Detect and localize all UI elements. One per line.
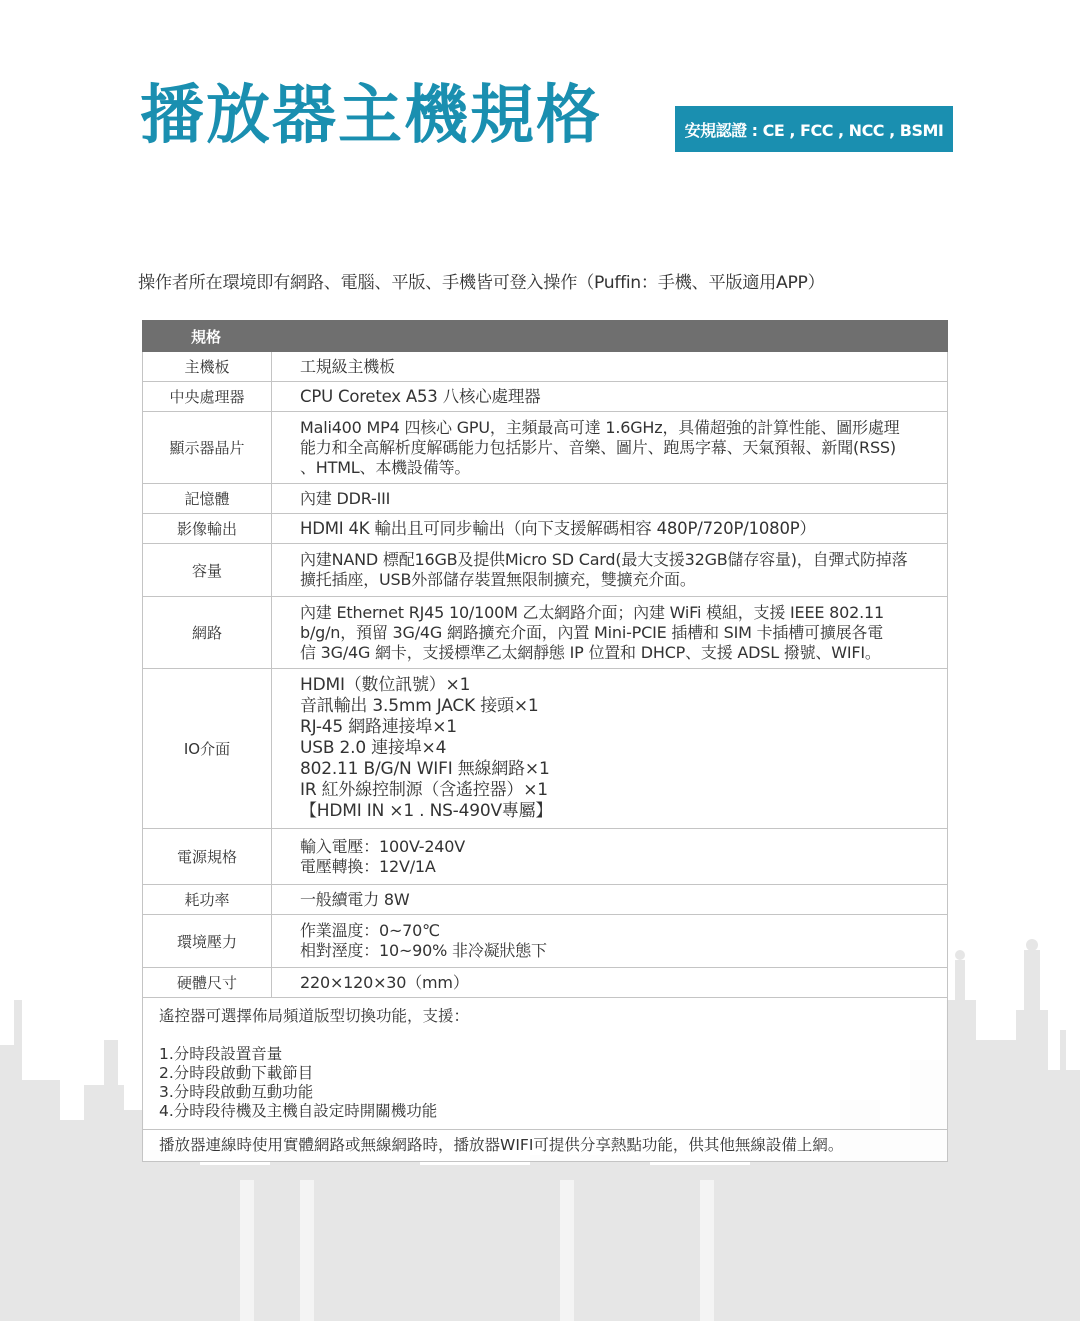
spec-value-line: 、HTML、本機設備等。	[300, 457, 471, 477]
spec-value	[272, 544, 948, 597]
spec-value	[272, 412, 948, 484]
spec-value-line: 內建NAND 標配16GB及提供Micro SD Card(最大支援32GB儲存容量)，自彈式防掉落	[300, 550, 908, 569]
spec-value-line: 220×120×30（mm）	[300, 972, 469, 992]
spec-value-line: CPU Coretex A53 八核心處理器	[300, 386, 541, 406]
spec-value-line: 相對溼度：10~90% 非冷凝狀態下	[300, 941, 547, 960]
spec-table-header: 規格	[143, 321, 948, 352]
spec-value	[272, 514, 948, 544]
remote-note-item: 1.分時段設置音量	[159, 1044, 283, 1063]
spec-value-line: IR 紅外線控制源（含遙控器）×1	[300, 780, 548, 800]
spec-label: 記憶體	[143, 484, 272, 514]
remote-note-item: 4.分時段待機及主機自設定時開關機功能	[159, 1101, 438, 1120]
spec-label: 中央處理器	[143, 382, 272, 412]
spec-value-line: 擴托插座，USB外部儲存裝置無限制擴充，雙擴充介面。	[300, 570, 696, 589]
spec-value-line: 能力和全高解析度解碼能力包括影片、音樂、圖片、跑馬字幕、天氣預報、新聞(RSS)	[300, 437, 896, 457]
table-row	[143, 597, 948, 669]
table-row	[143, 669, 948, 829]
spec-value	[272, 669, 948, 829]
page-title: 播放器主機規格	[140, 79, 602, 153]
spec-value-line: 工規級主機板	[300, 356, 395, 376]
spec-label: 影像輸出	[143, 514, 272, 544]
spec-value	[272, 352, 948, 382]
spec-label: 電源規格	[143, 829, 272, 885]
spec-label: 網路	[143, 597, 272, 669]
spec-value-line: Mali400 MP4 四核心 GPU，主頻最高可達 1.6GHz，具備超強的計算性能、圖形處理	[300, 417, 900, 437]
table-row	[143, 915, 948, 968]
spec-value	[272, 829, 948, 885]
table-row	[143, 544, 948, 597]
spec-value-line: 作業溫度：0~70℃	[300, 921, 440, 940]
spec-value	[272, 484, 948, 514]
table-row	[143, 885, 948, 915]
spec-value-line: 802.11 B/G/N WIFI 無線網路×1	[300, 759, 550, 779]
remote-control-note	[143, 998, 948, 1130]
spec-label: 硬體尺寸	[143, 968, 272, 998]
spec-label: 耗功率	[143, 885, 272, 915]
certification-badge: 安規認證 : CE , FCC , NCC , BSMI	[675, 106, 953, 152]
spec-value	[272, 885, 948, 915]
spec-table-header-row	[143, 321, 948, 352]
spec-table	[142, 320, 948, 1162]
spec-value	[272, 968, 948, 998]
table-row	[143, 412, 948, 484]
remote-note-item: 2.分時段啟動下載節目	[159, 1063, 314, 1082]
wifi-note-text: 播放器連線時使用實體網路或無線網路時，播放器WIFI可提供分享熱點功能，供其他無線設備上網。	[159, 1136, 844, 1154]
table-row-wifi-note	[143, 1130, 948, 1162]
table-row	[143, 514, 948, 544]
table-row	[143, 382, 948, 412]
intro-text: 操作者所在環境即有網路、電腦、平版、手機皆可登入操作（Puffin：手機、平版適用APP）	[138, 273, 825, 293]
spec-value-line: 內建 Ethernet RJ45 10/100M 乙太網路介面；內建 WiFi 模組，支援 IEEE 802.11	[300, 602, 884, 622]
wifi-hotspot-note	[143, 1130, 948, 1162]
table-row	[143, 829, 948, 885]
spec-value-line: RJ-45 網路連接埠×1	[300, 717, 457, 737]
spec-value-line: 一般續電力 8W	[300, 889, 410, 909]
remote-note-item: 3.分時段啟動互動功能	[159, 1082, 314, 1101]
table-row	[143, 968, 948, 998]
spec-value	[272, 382, 948, 412]
spec-value-line: 內建 DDR-III	[300, 488, 391, 508]
table-row	[143, 352, 948, 382]
spec-value-line: USB 2.0 連接埠×4	[300, 738, 447, 758]
remote-note-intro: 遙控器可選擇佈局頻道版型切換功能，支援：	[159, 1006, 470, 1025]
spec-value-line: 【HDMI IN ×1 . NS-490V專屬】	[300, 801, 553, 821]
spec-value-line: 信 3G/4G 網卡，支援標準乙太網靜態 IP 位置和 DHCP、支援 ADSL 撥號、WIFI。	[300, 642, 881, 662]
spec-label: 容量	[143, 544, 272, 597]
table-row	[143, 484, 948, 514]
spec-value-line: 輸入電壓：100V-240V	[300, 836, 466, 856]
spec-value-line: HDMI（數位訊號）×1	[300, 675, 471, 695]
spec-value-line: b/g/n，預留 3G/4G 網路擴充介面，內置 Mini-PCIE 插槽和 SIM 卡插槽可擴展各電	[300, 622, 884, 642]
table-row-remote-note	[143, 998, 948, 1130]
spec-value	[272, 915, 948, 968]
spec-value-line: 電壓轉換：12V/1A	[300, 856, 436, 876]
spec-value-line: HDMI 4K 輸出且可同步輸出（向下支援解碼相容 480P/720P/1080P）	[300, 518, 816, 538]
spec-value-line: 音訊輸出 3.5mm JACK 接頭×1	[300, 696, 539, 716]
spec-label: IO介面	[143, 669, 272, 829]
spec-label: 顯示器晶片	[143, 412, 272, 484]
spec-label: 主機板	[143, 352, 272, 382]
spec-value	[272, 597, 948, 669]
spec-label: 環境壓力	[143, 915, 272, 968]
